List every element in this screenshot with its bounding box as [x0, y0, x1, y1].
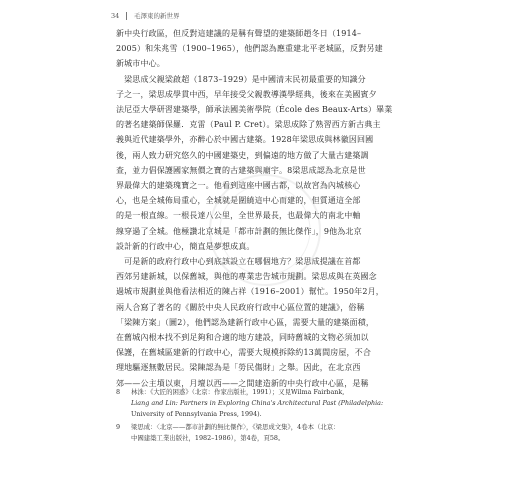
body-line: 兩人合寫了著名的《關於中央人民政府行政中心區位置的建議》，俗稱 — [116, 302, 365, 312]
footnote — [116, 422, 408, 444]
body-line: 西郊另建新城，以保舊城，與他的專業忠告城市規劃。梁思成與在英國念 — [116, 272, 377, 282]
body-line: 的著名建築師保羅．克雷（Paul P. Cret）。梁思成除了熟習西方新古典主 — [116, 120, 381, 130]
body-line: 理地驅逐無數居民。梁陳認為是「勞民傷財」之舉。因此，在北京西 — [116, 363, 361, 373]
body-line: 在舊城內根本找不到足夠和合適的地方建設，同時舊城的文物必須加以 — [116, 333, 369, 343]
body-line: 心，也是全城佈局重心，全城就是圍繞這中心而建的，但質通這全部 — [116, 196, 361, 206]
body-line: 保護，在舊城區建新的行政中心，需要大規模拆除約13萬間房屋，不合 — [116, 348, 371, 358]
body-line: 過城市規劃並與他看法相近的陳占祥（1916–2001）幫忙。1950年2月， — [116, 287, 384, 297]
body-line: 郊——公主墳以東，月壇以西——之間建造新的中央行政中心區，是稱 — [116, 378, 369, 388]
footnote-line: 中國建築工業出版社，1982–1986），第4卷，頁58。 — [131, 434, 285, 442]
body-line: 法尼亞大學研習建築學，師承法國美術學院（École des Beaux-Arts）畢業 — [116, 105, 393, 115]
footnote-number: 8 — [116, 388, 121, 396]
body-line: 的是一根直線。一根長達八公里，全世界最長，也最偉大的南北中軸 — [116, 211, 361, 221]
body-line: 「梁陳方案」（圖2），他們認為建新行政中心區，需要大量的建築面積， — [116, 317, 375, 327]
body-line: 梁思成父親梁啟超（1873–1929）是中國清末民初最重要的知識分 — [116, 74, 366, 84]
footnotes — [116, 387, 408, 446]
running-title: 毛澤東的新世界 — [133, 12, 180, 20]
body-line: 義與近代建築學外，亦醉心於中國古建築。1928年梁思成與林徽因回國 — [116, 135, 374, 145]
body-line: 查，並力倡保護國家無價之寶的古建築與廟宇。8梁思成認為北京是世 — [116, 165, 366, 175]
body-line: 線穿過了全城。他極讚北京城是「都市計劃的無比傑作」，9他為北京 — [116, 226, 362, 236]
running-header — [111, 11, 179, 20]
body-line: 新中央行政區，但反對這建議的是稱有聲望的建築師趙冬日（1914– — [116, 29, 362, 38]
body-line: 新城市中心。 — [116, 59, 165, 69]
header-divider — [126, 12, 127, 20]
footnote-line: 梁思成：〈北京——都市計劃的無比傑作〉，《梁思成文集》，4卷本（北京： — [131, 423, 340, 431]
footnote-line: Liang and Lin: Partners in Exploring China's Architectural Past (Philadelphia: — [131, 399, 384, 407]
body-line: 界最偉大的建築瑰寶之一。他看到這座中國古都，以故宮為內城核心 — [116, 181, 361, 191]
footnote-line: 林洙：《大匠的困惑》（北京：作家出版社，1991）；又見Wilma Fairbank, — [131, 388, 345, 396]
body-line: 設計新的行政中心，簡直是夢想成真。 — [116, 241, 255, 251]
footnote-line: University of Pennsylvania Press, 1994). — [131, 410, 262, 418]
body-line: 子之一，梁思成學貫中西，早年接受父親教導漢學經典，後來在美國賓夕 — [116, 89, 377, 99]
body-text — [116, 26, 406, 391]
body-line: 可是新的政府行政中心到底該設立在哪個地方？梁思成提議在首都 — [116, 257, 361, 267]
body-line: 後，兩人致力研究悠久的中國建築史，到偏遠的地方做了大量古建築調 — [116, 150, 369, 160]
footnote — [116, 387, 408, 420]
body-line: 2005）和朱兆雪（1900–1965），他們認為應重建北平老城區，反對另建 — [116, 44, 383, 54]
footnote-number: 9 — [116, 423, 121, 431]
page-number: 34 — [111, 12, 120, 20]
